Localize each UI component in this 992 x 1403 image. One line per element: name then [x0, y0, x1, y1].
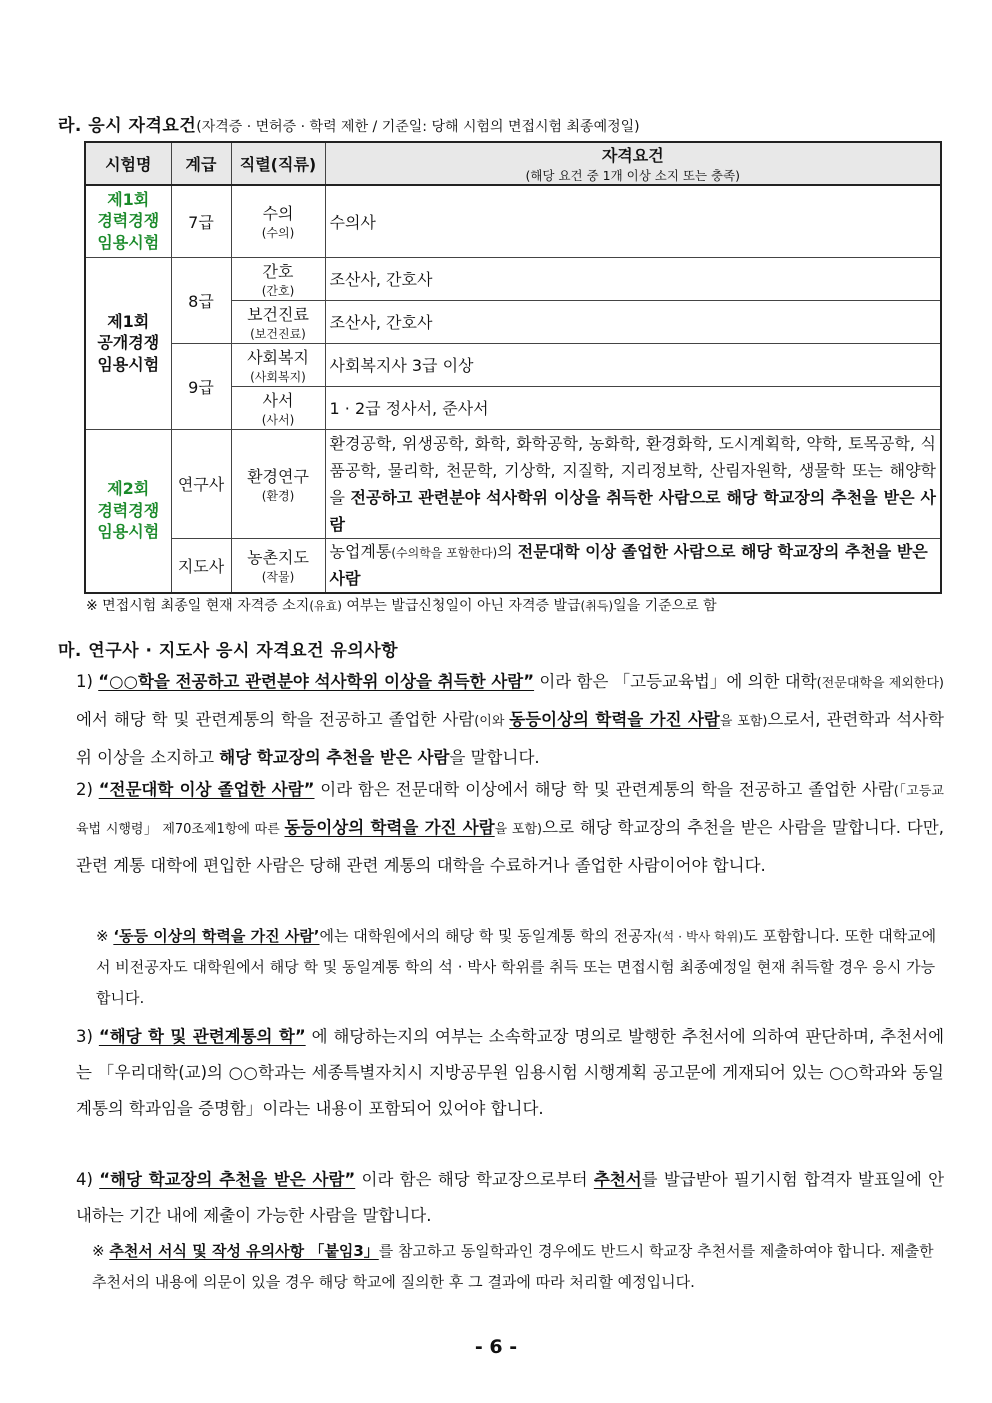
position-name: 사서: [262, 390, 294, 410]
requirement-cell: 조산사, 간호사: [325, 300, 941, 343]
header-req-sub: (해당 요건 중 1개 이상 소지 또는 충족): [525, 168, 741, 183]
requirement-cell: 1 · 2급 정사서, 준사서: [325, 386, 941, 429]
exam-name-line: 공개경쟁: [97, 333, 160, 353]
item-text: 이라 함은 「고등교육법」에 의한 대학: [534, 672, 817, 691]
position-cell: [231, 429, 325, 538]
exam-name-line: 임용시험: [97, 522, 160, 542]
item-number: 3): [76, 1027, 99, 1046]
item-text: 으로 해당 학교장의 추천을 받은 사람을 말합니다. 다만, 관련 계통 대학에 편입한 사람은 당해 관련 계통의 대학을 수료하거나 졸업한 사람이어야 합니다.: [76, 818, 944, 875]
header-requirement: [325, 142, 941, 185]
grade-cell: 8급: [171, 257, 231, 343]
table-row: [85, 343, 941, 386]
item-bold: 동등이상의 학력을 가진 사람: [284, 818, 495, 837]
item-text: 으로서, 관련학과 석사학위 이상을 소지하고: [76, 710, 944, 767]
header-position: 직렬(직류): [231, 142, 325, 185]
table-row: [85, 257, 941, 300]
item-small: (전문대학을 제외한다): [816, 676, 944, 691]
item-small: (「고등교육법 시행령」 제70조제1항에 따른: [76, 784, 944, 837]
note-bold: 추천서 서식 및 작성 유의사항 「붙임3」: [109, 1242, 379, 1260]
exam-name-cell: [85, 185, 171, 257]
note-text: 에는 대학원에서의 해당 학 및 동일계통 학의 전공자: [319, 927, 658, 945]
position-sub: (사서): [261, 412, 295, 427]
exam-name-line: 임용시험: [97, 354, 160, 374]
grade-cell: 7급: [171, 185, 231, 257]
header-exam: 시험명: [85, 142, 171, 185]
item-text: 를 발급받아 필기시험 합격자 발표일에 안내하는 기간 내에 제출이 가능한 사람을 말합니다.: [76, 1170, 945, 1225]
exam-name-line: 경력경쟁: [97, 211, 160, 231]
position-sub: (사회복지): [250, 369, 306, 384]
note-text: 를 참고하고 동일학과인 경우에도 반드시 학교장 추천서를 제출하여야 합니다. 제출한 추천서의 내용에 의문이 있을 경우 해당 학교에 질의한 후 그 결과에 따라 처리할 예정입니다.: [92, 1242, 934, 1291]
position-sub: (환경): [261, 488, 295, 503]
exam-name-line: 제1회: [107, 189, 150, 209]
exam-name-cell: [85, 257, 171, 429]
position-sub: (간호): [261, 283, 295, 298]
item-3: [76, 1019, 944, 1127]
item-small: 을 포함): [719, 714, 768, 729]
item-text: 이라 함은 해당 학교장으로부터: [355, 1170, 594, 1189]
item-quote: “해당 학 및 관련계통의 학”: [98, 1027, 306, 1046]
requirement-cell: [325, 429, 941, 538]
requirement-bold: 전문대학 이상 졸업한 사람으로 해당 학교장의 추천을 받은 사람: [329, 541, 928, 588]
exam-name-line: 경력경쟁: [97, 500, 160, 520]
item-number: 2): [76, 780, 99, 799]
exam-name-line: 제2회: [107, 479, 150, 499]
position-name: 수의: [262, 204, 294, 224]
note-bold: ‘동등 이상의 학력을 가진 사람’: [113, 927, 320, 945]
footnote-small: (취득): [580, 599, 614, 613]
footnote-text: ※ 면접시험 최종일 현재 자격증 소지: [86, 598, 310, 614]
item-number: 4): [76, 1170, 100, 1189]
footnote-text: 일을 기준으로 함: [613, 598, 717, 614]
footnote-small: (유효): [309, 599, 342, 613]
page-number: - 6 -: [474, 1336, 518, 1358]
exam-name-line: 제1회: [107, 311, 150, 331]
position-cell: [231, 257, 325, 300]
header-req-title: 자격요건: [601, 146, 664, 165]
section-ra-heading: [58, 111, 640, 136]
item-number: 1): [76, 672, 99, 691]
section-ra-title: 라. 응시 자격요건: [58, 116, 197, 136]
item-text: 에서 해당 학 및 관련계통의 학을 전공하고 졸업한 사람: [76, 710, 475, 729]
position-name: 환경연구: [247, 466, 309, 486]
item-4: [76, 1162, 944, 1234]
requirement-cell: 조산사, 간호사: [325, 257, 941, 300]
table-row: [85, 538, 941, 593]
item-quote: “○○학을 전공하고 관련분야 석사학위 이상을 취득한 사람”: [98, 672, 535, 691]
note-mark: ※: [92, 1242, 110, 1260]
star-note-1: [96, 921, 944, 1014]
table-row: [85, 429, 941, 538]
item-text: 에 해당하는지의 여부는 소속학교장 명의로 발행한 추천서에 의하여 판단하며, 추천서에는 「우리대학(교)의 ○○학과는 세종특별자치시 지방공무원 임용시험 시행계획 공고문에 게재되어 있는 ○○학과와 동일계통의 학과임을 증명함」이라는 내용이 포함되어 있어야 합니다.: [76, 1027, 945, 1118]
table-header-row: [85, 142, 941, 185]
position-sub: (작물): [261, 570, 295, 584]
item-quote: “전문대학 이상 졸업한 사람”: [98, 780, 315, 799]
star-note-2: [92, 1236, 944, 1298]
note-mark: ※: [96, 927, 114, 945]
requirement-cell: 사회복지사 3급 이상: [325, 343, 941, 386]
item-small: 을 포함): [494, 822, 543, 837]
exam-name-cell: [85, 429, 171, 593]
position-cell: [231, 300, 325, 343]
requirement-cell: 수의사: [325, 185, 941, 257]
header-grade: 계급: [171, 142, 231, 185]
note-text: 도 포함합니다. 또한 대학교에서 비전공자도 대학원에서 해당 학 및 동일계통 학의 석 · 박사 학위를 취득 또는 면접시험 최종예정일 현재 취득할 경우 응시 가능합니다.: [96, 927, 937, 1007]
position-cell: [231, 343, 325, 386]
table-footnote: [86, 595, 717, 615]
requirement-text: 농업계통: [329, 541, 392, 561]
position-sub: (보건진료): [250, 326, 306, 341]
position-cell: [231, 185, 325, 257]
item-bold: 동등이상의 학력을 가진 사람: [509, 710, 720, 729]
item-text: 을 말합니다.: [449, 748, 540, 767]
table-row: [85, 185, 941, 257]
position-cell: [231, 538, 325, 593]
requirement-text: 환경공학, 위생공학, 화학, 화학공학, 농화학, 환경화학, 도시계획학, 약학, 토목공학, 식품공학, 물리학, 천문학, 기상학, 지질학, 지리정보학, 산림자원학, 생물학 또는 해양학을: [329, 433, 936, 507]
item-1: [76, 664, 944, 776]
item-small: (이와: [474, 714, 510, 729]
requirement-text: 의: [497, 541, 518, 561]
item-text: 이라 함은 전문대학 이상에서 해당 학 및 관련계통의 학을 전공하고 졸업한 사람: [314, 780, 894, 799]
requirement-cell: [325, 538, 941, 593]
position-name: 사회복지: [247, 347, 309, 367]
position-name: 간호: [262, 261, 294, 281]
item-quote: “해당 학교장의 추천을 받은 사람”: [99, 1170, 356, 1189]
qualification-table: [84, 141, 942, 594]
position-name: 농촌지도: [247, 548, 309, 567]
section-ra-subtitle: (자격증 · 면허증 · 학력 제한 / 기준일: 당해 시험의 면접시험 최종예정일): [196, 119, 640, 135]
item-bold: 추천서: [593, 1170, 642, 1189]
grade-cell: 지도사: [171, 538, 231, 593]
footnote-text: 여부는 발급신청일이 아닌 자격증 발급: [341, 598, 581, 614]
note-small: (석 · 박사 학위): [657, 929, 744, 944]
section-ma-title: 마. 연구사 · 지도사 응시 자격요건 유의사항: [58, 641, 399, 661]
grade-cell: 연구사: [171, 429, 231, 538]
position-cell: [231, 386, 325, 429]
exam-name-line: 임용시험: [97, 233, 160, 253]
position-name: 보건진료: [247, 304, 309, 324]
item-bold: 해당 학교장의 추천을 받은 사람: [219, 748, 450, 767]
requirement-bold: 전공하고 관련분야 석사학위 이상을 취득한 사람으로 해당 학교장의 추천을 받은 사람: [329, 487, 936, 534]
requirement-small: (수의학을 포함한다): [391, 545, 498, 560]
position-sub: (수의): [261, 226, 295, 241]
item-2: [76, 772, 944, 884]
grade-cell: 9급: [171, 343, 231, 429]
